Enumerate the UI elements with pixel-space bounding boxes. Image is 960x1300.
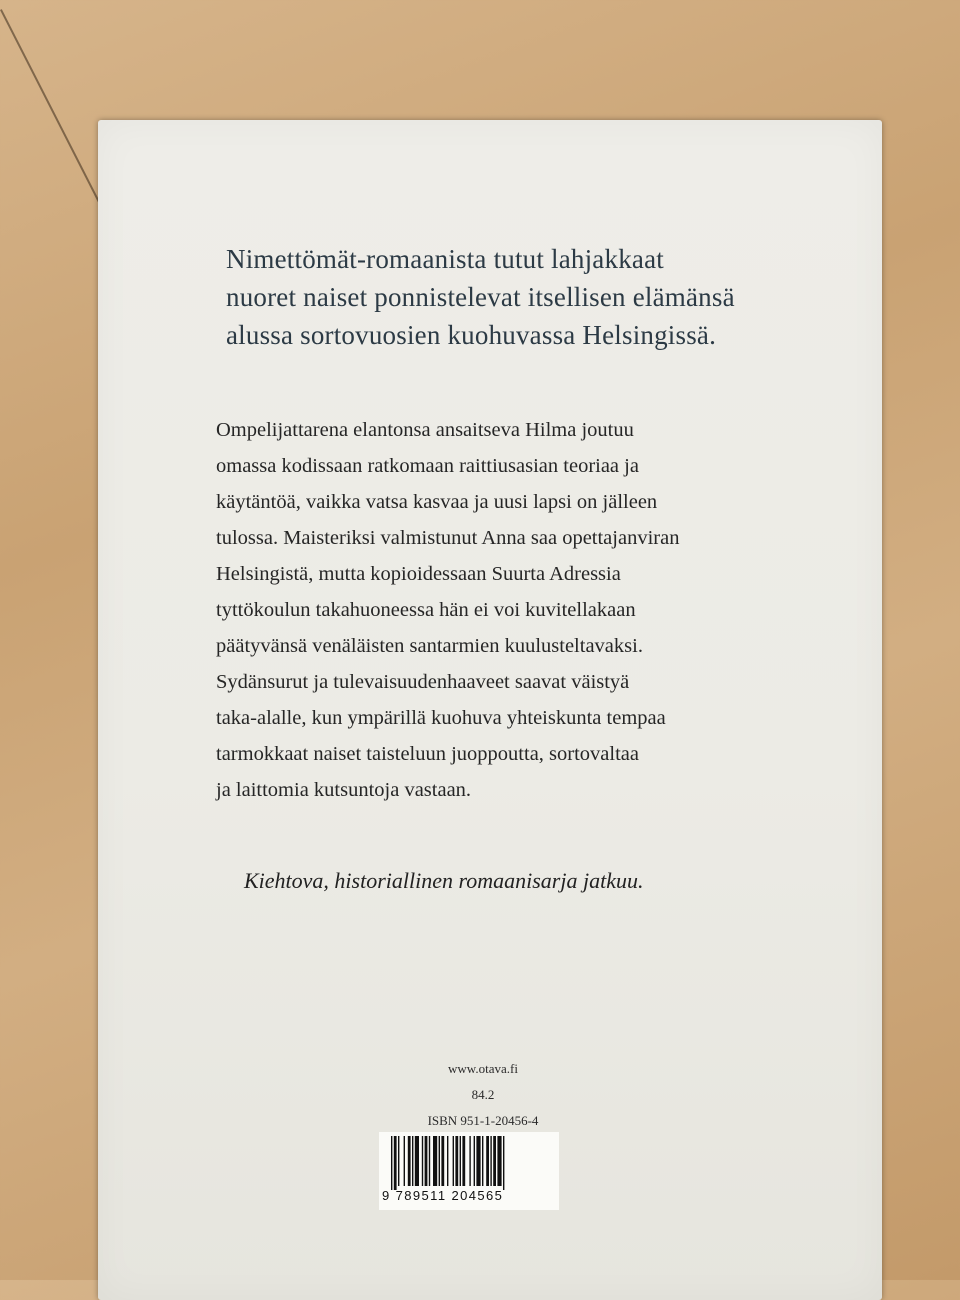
barcode-bar xyxy=(415,1136,419,1186)
barcode-bar xyxy=(490,1136,491,1186)
publisher-website: www.otava.fi xyxy=(448,1061,518,1076)
blurb-line: käytäntöä, vaikka vatsa kasvaa ja uusi lapsi on jälleen xyxy=(216,491,658,513)
barcode-bar xyxy=(474,1136,475,1186)
blurb-line: Sydänsurut ja tulevaisuudenhaaveet saavat väistyä xyxy=(216,671,630,693)
tagline-line: nuoret naiset ponnistelevat itsellisen elämänsä xyxy=(226,282,735,312)
barcode-bar xyxy=(422,1136,423,1186)
blurb-line: Helsingistä, mutta kopioidessaan Suurta Adressia xyxy=(216,563,621,585)
barcode-bar xyxy=(482,1136,483,1186)
closing-line: Kiehtova, historiallinen romaanisarja jatkuu. xyxy=(244,868,644,893)
isbn-text: ISBN 951-1-20456-4 xyxy=(427,1113,539,1128)
blurb-line: taka-alalle, kun ympärillä kuohuva yhteiskunta tempaa xyxy=(216,707,666,729)
blurb-paragraph xyxy=(216,412,776,808)
barcode-bar xyxy=(391,1136,392,1190)
barcode-bar xyxy=(455,1136,458,1186)
barcode-bar xyxy=(476,1136,480,1186)
barcode-bar xyxy=(425,1136,428,1186)
blurb-line: Ompelijattarena elantonsa ansaitseva Hilma joutuu xyxy=(216,419,634,441)
publisher-info xyxy=(398,1056,568,1134)
barcode-bar xyxy=(439,1136,440,1186)
blurb-line: tulossa. Maisteriksi valmistunut Anna saa opettajanviran xyxy=(216,527,680,549)
barcode-bar xyxy=(441,1136,444,1186)
barcode-bar xyxy=(486,1136,489,1186)
barcode-bar xyxy=(394,1136,397,1190)
barcode-bar xyxy=(453,1136,454,1186)
barcode-bar xyxy=(433,1136,437,1186)
blurb-line: omassa kodissaan ratkomaan raittiusasian teoriaa ja xyxy=(216,455,639,477)
library-classification: 84.2 xyxy=(471,1087,495,1102)
barcode-digits: 9 789511 204565 xyxy=(382,1188,504,1203)
tagline-line: alussa sortovuosien kuohuvassa Helsingissä. xyxy=(226,320,717,350)
tagline xyxy=(226,240,786,354)
barcode-bar xyxy=(469,1136,470,1186)
tagline-line: Nimettömät-romaanista tutut lahjakkaat xyxy=(226,244,664,274)
barcode-bar xyxy=(408,1136,411,1186)
barcode-bar xyxy=(447,1136,448,1186)
blurb-line: päätyvänsä venäläisten santarmien kuulusteltavaksi. xyxy=(216,635,643,657)
blurb-line: tarmokkaat naiset taisteluun juoppoutta, sortovaltaa xyxy=(216,743,639,765)
barcode-bar xyxy=(497,1136,501,1186)
barcode-bars xyxy=(379,1132,559,1190)
blurb-line: tyttökoulun takahuoneessa hän ei voi kuvitellakaan xyxy=(216,599,636,621)
book-back-cover xyxy=(98,120,882,1300)
floor-seam-line xyxy=(0,9,111,224)
isbn-barcode xyxy=(379,1132,559,1210)
barcode-bar xyxy=(462,1136,465,1186)
barcode-bar xyxy=(398,1136,399,1186)
barcode-bar xyxy=(412,1136,413,1186)
barcode-bar xyxy=(404,1136,405,1186)
blurb-line: ja laittomia kutsuntoja vastaan. xyxy=(216,779,472,801)
barcode-bar xyxy=(493,1136,496,1186)
barcode-bar xyxy=(460,1136,461,1186)
barcode-bar xyxy=(503,1136,504,1190)
barcode-bar xyxy=(429,1136,430,1186)
